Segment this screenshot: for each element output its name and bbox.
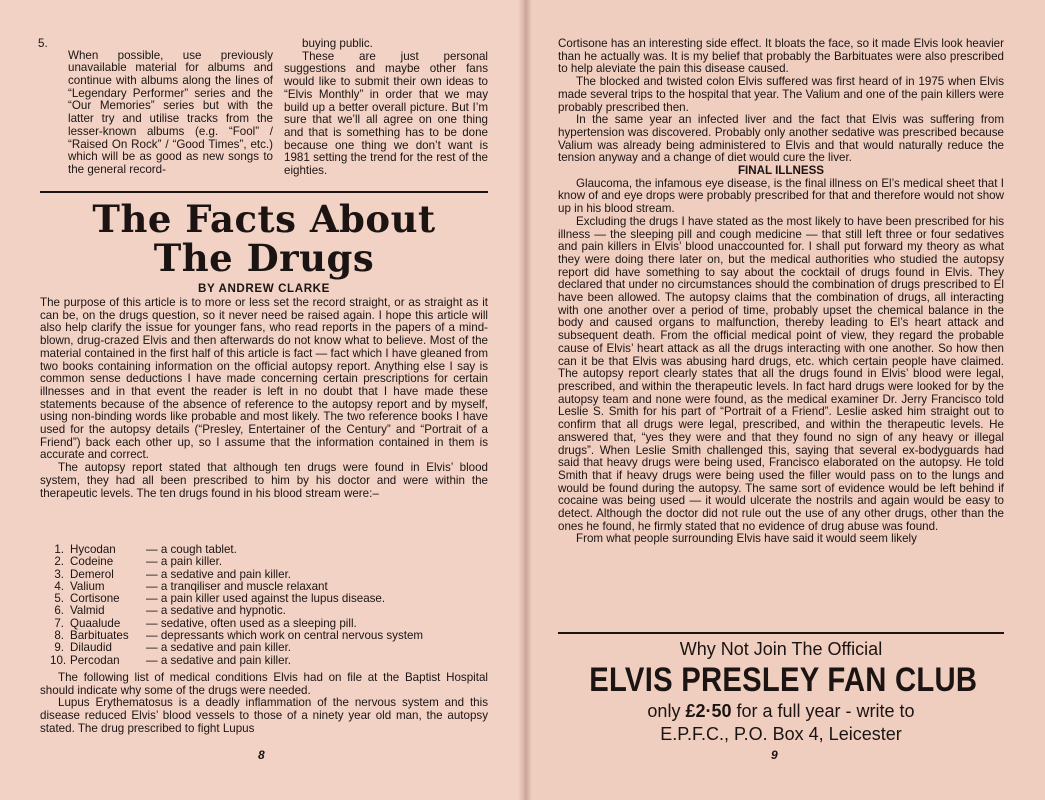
drug-description: — a pain killer used against the lupus disease. bbox=[146, 592, 386, 606]
ad-price-prefix: only bbox=[647, 701, 686, 721]
title-line-1: The Facts About bbox=[92, 197, 436, 241]
section-divider bbox=[40, 191, 488, 193]
drug-number: 4. bbox=[54, 579, 64, 593]
drug-description: — a sedative and pain killer. bbox=[146, 641, 292, 655]
drug-row bbox=[50, 642, 490, 654]
right-page bbox=[524, 0, 1045, 800]
fan-club-advert bbox=[558, 636, 1004, 746]
page-number-left: 8 bbox=[258, 748, 265, 762]
liver-paragraph: In the same year an infected liver and the fact that Elvis was suffering from hypertension was discovered. Probably only another sedative was prescribed because Valium was already being administered to Elvis and that would naturally reduce the tension anyway and a change of diet would cure the liver. bbox=[558, 113, 1004, 165]
lupus-paragraph: Lupus Erythematosus is a deadly inflammation of the nervous system and this disease reduced Elvis’ blood vessels to those of a ninety year old man, the autopsy stated. The drug prescribed to fight Lupus bbox=[40, 696, 488, 735]
drug-number: 6. bbox=[54, 604, 64, 618]
tip-text: When possible, use previously unavailable material for albums and continue with albums along the lines of “Legendary Performer” series and the “Our Memories” series but with the latter try and utilise tracks from the lesser-known albums (e.g. “Fool” / “Raised On Rock” / “Good Times”, etc.) which will be as good as new songs to the general record- bbox=[68, 48, 273, 176]
closing-paragraph: From what people surrounding Elvis have said it would seem likely bbox=[576, 532, 917, 546]
drug-number: 5. bbox=[54, 592, 64, 606]
drug-row bbox=[50, 544, 490, 556]
drug-number: 7. bbox=[54, 616, 64, 630]
conditions-section bbox=[40, 672, 488, 736]
ad-price-line bbox=[558, 700, 1004, 722]
drug-name: Dilaudid bbox=[70, 641, 112, 655]
suggestions-paragraph: These are just personal suggestions and maybe other fans would like to submit their own ideas to “Elvis Monthly” in order that we may build up a better overall picture. But I’m sure that we’ll all agree on one thing and that is something has to be done because one thing we don’t want is 1981 setting the trend for the rest of the eighties. bbox=[284, 49, 488, 178]
ad-price-suffix: for a full year - write to bbox=[731, 701, 915, 721]
tip-five bbox=[38, 38, 273, 188]
article-continued bbox=[558, 38, 1004, 546]
drug-description: — a tranqiliser and muscle relaxant bbox=[146, 579, 328, 593]
drug-name: Demerol bbox=[70, 567, 114, 581]
glaucoma-paragraph: Glaucoma, the infamous eye disease, is the final illness on El’s medical sheet that I know of and eye drops were probably prescribed for that and therefore would not show up in his blood stream. bbox=[558, 176, 1004, 216]
ad-address: E.P.F.C., P.O. Box 4, Leicester bbox=[660, 724, 902, 744]
drug-description: — a sedative and pain killer. bbox=[146, 653, 292, 667]
drug-name: Hycodan bbox=[70, 543, 116, 556]
title-line-2: The Drugs bbox=[153, 236, 375, 280]
drug-row bbox=[50, 556, 490, 568]
drug-description: — a cough tablet. bbox=[146, 543, 237, 556]
drug-name: Barbituates bbox=[70, 629, 129, 643]
drug-number: 3. bbox=[54, 567, 64, 581]
drug-description: — sedative, often used as a sleeping pill. bbox=[146, 616, 357, 630]
drug-number: 8. bbox=[54, 629, 64, 643]
tip-number: 5. bbox=[38, 37, 48, 50]
drug-number: 10. bbox=[50, 653, 67, 667]
drug-row bbox=[50, 655, 490, 667]
drug-description: — a pain killer. bbox=[146, 555, 223, 569]
article-title bbox=[40, 197, 488, 280]
drug-list bbox=[50, 544, 490, 667]
ad-club-name: ELVIS PRESLEY FAN CLUB bbox=[589, 661, 978, 699]
cortisone-paragraph: Cortisone has an interesting side effect. It bloats the face, so it made Elvis look heavier than he actually was. It is my belief that probably the Barbituates were also prescribed to help aleviate the pain this disease caused. bbox=[558, 37, 1004, 76]
drug-name: Codeine bbox=[70, 555, 114, 569]
drug-name: Cortisone bbox=[70, 592, 120, 606]
final-illness-heading: FINAL ILLNESS bbox=[737, 164, 825, 178]
tip-continued-line: buying public. bbox=[302, 37, 373, 50]
ad-price: £2·50 bbox=[685, 701, 732, 721]
drug-name: Percodan bbox=[70, 653, 120, 667]
colon-paragraph: The blocked and twisted colon Elvis suffered was first heard of in 1975 when Elvis made several trips to the hospital that year. The Valium and one of the pain killers were probably prescribed then. bbox=[558, 75, 1004, 114]
autopsy-paragraph: The autopsy report stated that although ten drugs were found in Elvis’ blood system, they had all been prescribed to him by his doctor and were within the therapeutic levels. The ten drugs found in his blood stream were:– bbox=[40, 461, 488, 500]
drug-number: 9. bbox=[54, 641, 64, 655]
page-number-right: 9 bbox=[771, 748, 778, 762]
drug-description: — depressants which work on central nervous system bbox=[146, 629, 424, 643]
drugs-theory-paragraph: Excluding the drugs I have stated as the most likely to have been prescribed for his illness — the sleeping pill and cough medicine — that still left three or four sedatives and pain killers in Elvis’ blood unaccounted for. I shall put forward my theory as what they were doing there later on, but the medical authorities who studied the autopsy report did have something to say about the cocktail of drugs found in Elvis. They declared that under no circumstances should the combination of drugs prescribed to El have been allowed. The autopsy claims that the combination of drugs, all interacting with one another over a period of time, probably upset the chemical balance in the body and caused organs to malfunction, thereby leading to El’s heart attack and subsequent death. From the official medical point of view, they regard the probable cause of Elvis’ heart attack as all the drugs interacting with one another. So how then can it be that Elvis was abusing hard drugs, etc. which certain people have claimed. The autopsy report clearly states that all the drugs found in Elvis’ blood were legal, prescribed, and within the therapeutic levels. In fact hard drugs were looked for by the autopsy team and none were found, as the medical examiner Dr. Jerry Francisco told Leslie S. Smith for his part of “Portrait of a Friend”. Leslie asked him straight out to confirm that all drugs were legal, prescribed, and within the therapeutic levels. He answered that, “yes they were and that they found no sign of any heavy or illegal drugs”. When Leslie Smith challenged this, saying that several ex-bodyguards had said that heavy drugs were being used, Francisco elaborated on the autopsy. He told Smith that if heavy drugs were being used the filler would pass on to the lungs and would be found during the autopsy. The same sort of evidence would be left behind if cocaine was being used — it would ulcerate the nostrils and again would be easy to detect. Although the doctor did not rule out the use of any other drugs, other than the ones he found, he firmly stated that no evidence of drug abuse was found. bbox=[558, 214, 1004, 533]
intro-paragraph: The purpose of this article is to more or less set the record straight, or as straight as it can be, on the drugs question, so it never need be raised again. I hope this article will also help clarify the issue for younger fans, who read reports in the papers of a mind-blown, drug-crazed Elvis and then afterwards do not know what to believe. Most of the material contained in the first half of this article is fact — fact which I have gleaned from two books containing information on the official autopsy report. Anything else I say is common sense deductions I have made concerning certain prescriptions for certain illnesses and in that event the reader is left in no doubt that I have made these statements because of the absence of reference to the autopsy report and by myself, using non-binding words like probable and most likely. The two reference books I have used for the autopsy details (“Presley, Entertainer of the Century” and “Portrait of a Friend”) back each other up, so I assume that the information contained in them is accurate and correct. bbox=[40, 296, 488, 462]
drug-row bbox=[50, 605, 490, 617]
article-intro bbox=[40, 297, 488, 500]
tip-continued-column bbox=[284, 38, 488, 178]
byline: BY ANDREW CLARKE bbox=[198, 282, 330, 295]
ad-divider bbox=[558, 632, 1004, 634]
drug-description: — a sedative and hypnotic. bbox=[146, 604, 286, 618]
drug-number: 2. bbox=[54, 555, 64, 569]
conditions-paragraph: The following list of medical conditions Elvis had on file at the Baptist Hospital should indicate why some of the drugs were needed. bbox=[40, 671, 488, 697]
drug-description: — a sedative and pain killer. bbox=[146, 567, 292, 581]
drug-number: 1. bbox=[54, 543, 64, 556]
drug-name: Quaalude bbox=[70, 616, 121, 630]
drug-name: Valium bbox=[70, 579, 105, 593]
spine-gutter bbox=[518, 0, 532, 800]
ad-invitation: Why Not Join The Official bbox=[679, 639, 883, 659]
drug-name: Valmid bbox=[70, 604, 105, 618]
